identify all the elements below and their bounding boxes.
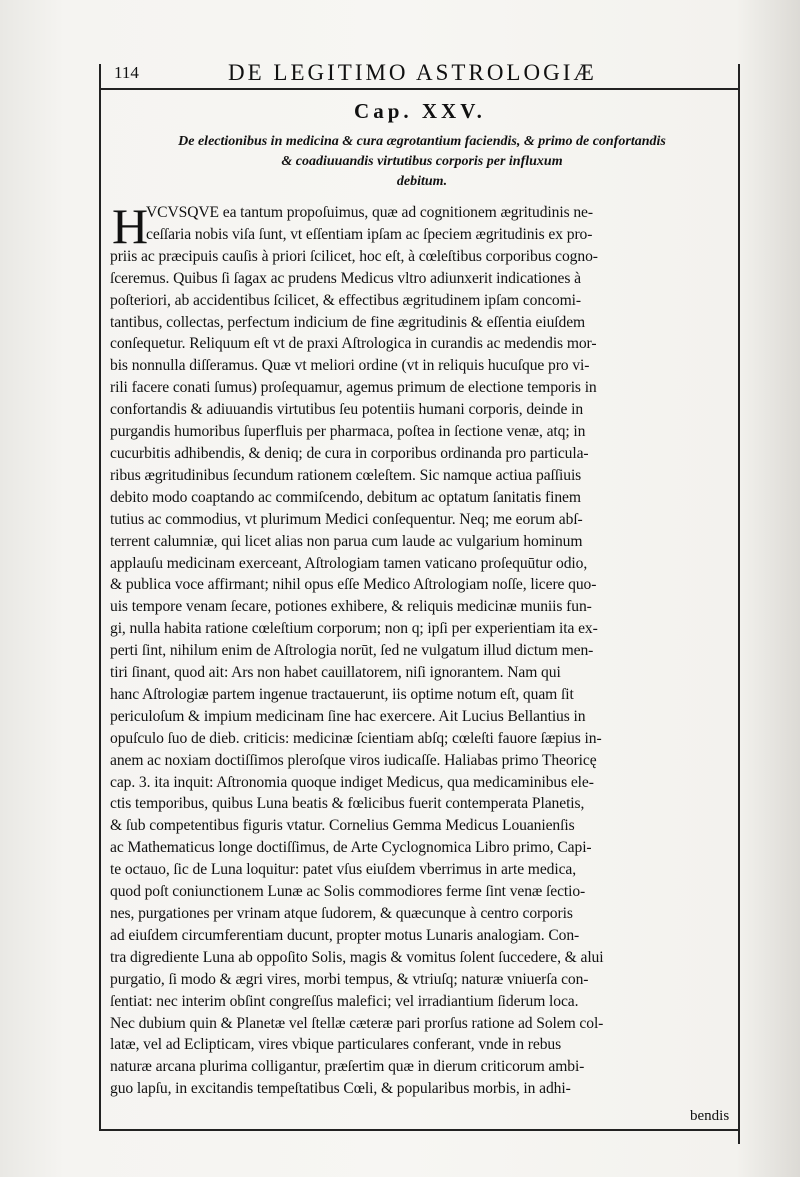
page-number: 114 <box>114 63 139 82</box>
text-line: debito modo coaptando ac commiſcendo, debitum ac optatum ſanitatis finem <box>110 488 581 506</box>
text-line: perti ſint, nihilum enim de Aſtrologia norūt, ſed ne vulgatum illud dictum men- <box>110 642 594 660</box>
text-line: nes, purgationes per vrinam atque ſudorem, & quæcunque à centro corporis <box>110 905 573 922</box>
left-border-rule <box>99 64 101 1130</box>
subtitle-line: debitum. <box>396 174 448 189</box>
right-border-rule <box>738 64 740 1144</box>
bottom-border-rule <box>99 1129 739 1131</box>
text-line: ceſſaria nobis viſa ſunt, vt eſſentiam ipſam ac ſpeciem ægritudinis ex pro- <box>146 225 593 243</box>
text-line: ſentiat: nec interim obſint congreſſus malefici; vel irradiantium ſiderum loca. <box>110 992 579 1010</box>
text-line: ac Mathematicus longe doctiſſimus, de Arte Cyclognomica Libro primo, Capi- <box>110 839 592 857</box>
chapter-subtitle <box>112 132 732 192</box>
text-line: guo lapſu, in excitandis tempeſtatibus Cœli, & popularibus morbis, in adhi- <box>110 1080 571 1098</box>
text-line: bis nonnulla diſſeramus. Quæ vt meliori ordine (vt in reliquis hucuſque pro vi- <box>110 357 590 375</box>
text-line: purgatio, ſi modo & ægri vires, morbi tempus, & vtriuſq; naturæ vniuerſa con- <box>110 970 589 988</box>
text-line: naturæ arcana plurima colligantur, præſertim quæ in dierum criticorum ambi- <box>110 1058 585 1076</box>
text-line: ad eiuſdem circumferentiam ducunt, propter motus Lunaris analogiam. Con- <box>110 926 580 944</box>
text-line: confortandis & adiuuandis virtutibus ſeu potentiis humani corporis, deinde in <box>110 401 584 419</box>
text-line: Nec dubium quin & Planetæ vel ſtellæ cæteræ pari prorſus ratione ad Solem col- <box>110 1014 604 1032</box>
text-line: applauſu medicinam exerceant, Aſtrologiam tamen vaticano proſequūtur odio, <box>110 554 588 572</box>
text-line: gi, nulla habita ratione cœleſtium corporum; non q; ipſi per experientiam ita ex- <box>110 620 598 638</box>
text-line: uis tempore venam ſecare, potiones exhibere, & reliquis medicinæ muniis fun- <box>110 598 592 616</box>
drop-cap: H <box>112 198 149 254</box>
chapter-title: Cap. XXV. <box>354 99 486 123</box>
text-line: conſequetur. Reliquum eſt vt de praxi Aſtrologica in curandis ac medendis mor- <box>110 335 597 353</box>
text-line: terrent calumniæ, qui licet alias non parua cum laude ac vulgarium hominum <box>110 532 583 550</box>
text-line: cap. 3. ita inquit: Aſtronomia quoque indiget Medicus, qua medicaminibus ele- <box>110 773 594 791</box>
text-line: quod poſt coniunctionem Lunæ ac Solis commodiores ferme ſint venæ ſectio- <box>110 883 586 901</box>
catchword: bendis <box>690 1108 730 1124</box>
text-line: tutius ac commodius, vt plurimum Medici conſequentur. Neq; me eorum abſ- <box>110 510 583 528</box>
text-line: tiri ſinant, quod ait: Ars non habet cauillatorem, niſi ignorantem. Nam qui <box>110 664 561 682</box>
text-line: latæ, vel ad Eclipticam, vires vbique particulares conferant, vnde in rebus <box>110 1036 562 1054</box>
page-header <box>100 60 740 86</box>
running-head: DE LEGITIMO ASTROLOGIÆ <box>228 60 597 85</box>
text-line: purgandis humoribus ſuperfluis per pharmaca, poſtea in ſectione venæ, atq; in <box>110 423 586 441</box>
subtitle-line: De electionibus in medicina & cura ægrotantium faciendis, & primo de confortandis <box>178 134 666 149</box>
text-line: tra digrediente Luna ab oppoſito Solis, magis & vomitus ſolent ſuccedere, & alui <box>110 948 604 966</box>
text-line: te octauo, ſic de Luna loquitur: patet vſus eiuſdem vberrimus in arte medica, <box>110 861 577 879</box>
text-line: ſceremus. Quibus ſi ſagax ac prudens Medicus vltro adiunxerit indicationes à <box>110 269 581 287</box>
header-rule <box>100 88 740 90</box>
text-line: anem ac noxiam doctiſſimos pleroſque viros iudicaſſe. Haliabas primo Theoricę <box>110 751 597 769</box>
text-line: & ſub competentibus figuris vtatur. Cornelius Gemma Medicus Louanienſis <box>110 817 575 835</box>
text-line: poſteriori, ab accidentibus ſcilicet, & effectibus ægritudinem ipſam concomi- <box>110 291 581 309</box>
text-line: cucurbitis adhibendis, & deniq; de cura in corporibus ordinanda pro particula- <box>110 444 589 462</box>
text-line: periculoſum & impium medicinam ſine hac exercere. Ait Lucius Bellantius in <box>110 707 586 725</box>
text-line: priis ac præcipuis cauſis à priori ſcilicet, hoc eſt, à cœleſtibus corporibus cogno- <box>110 247 598 265</box>
text-line: & publica voce affirmant; nihil opus eſſe Medico Aſtrologiam noſſe, licere quo- <box>110 576 597 594</box>
body-text <box>110 198 734 1100</box>
text-line: VCVSQVE ea tantum propoſuimus, quæ ad cognitionem ægritudinis ne- <box>146 204 593 221</box>
subtitle-line: & coadiuuandis virtutibus corporis per influxum <box>281 154 563 169</box>
text-line: rili facere conati ſumus) proſequamur, agemus primum de electione temporis in <box>110 379 597 397</box>
text-line: opuſculo ſuo de dieb. criticis: medicinæ ſcientiam abſq; cœleſti fauore ſæpius in- <box>110 729 602 747</box>
text-line: tantibus, collectas, perfectum indicium de fine ægritudinis & eſſentia eiuſdem <box>110 313 586 331</box>
text-line: ribus ægritudinibus ſecundum rationem cœleſtem. Sic namque actiua paſſiuis <box>110 466 582 484</box>
text-line: ctis temporibus, quibus Luna beatis & fœlicibus fuerit contemperata Planetis, <box>110 795 585 813</box>
text-line: hanc Aſtrologiæ partem ingenue tractauerunt, iis optime notum eſt, quam ſit <box>110 685 574 703</box>
